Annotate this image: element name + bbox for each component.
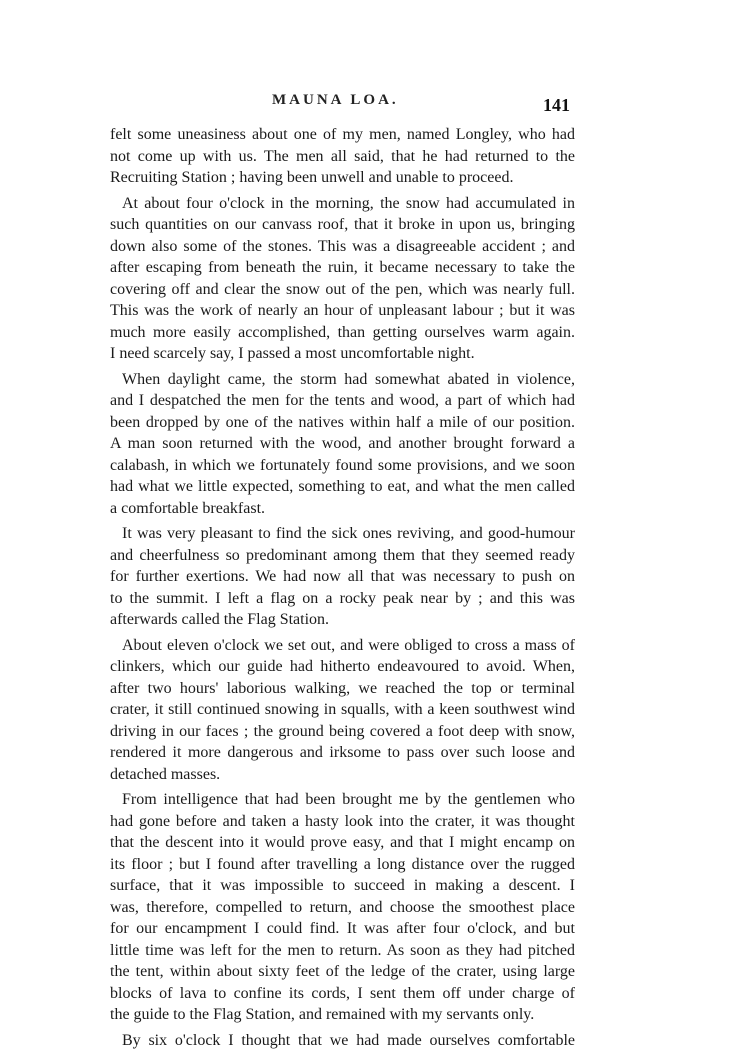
text-line: When daylight came, the storm had somewhat abated in violence, (110, 369, 575, 391)
text-line: to the summit. I left a flag on a rocky peak near by ; and this was (110, 588, 575, 610)
text-line: It was very pleasant to find the sick ones reviving, and good-humour (110, 523, 575, 545)
text-line: for our encampment I could find. It was after four o'clock, and but (110, 918, 575, 940)
text-line: had what we little expected, something to eat, and what the men called (110, 476, 575, 498)
text-line: little time was left for the men to return. As soon as they had pitched (110, 940, 575, 962)
text-line: been dropped by one of the natives within half a mile of our position. (110, 412, 575, 434)
text-line: At about four o'clock in the morning, the snow had accumulated in (110, 193, 575, 215)
text-line: blocks of lava to confine its cords, I sent them off under charge of (110, 983, 575, 1005)
running-head-title: MAUNA LOA. (272, 92, 399, 109)
text-line: A man soon returned with the wood, and another brought forward a (110, 433, 575, 455)
text-line: a comfortable breakfast. (110, 498, 575, 520)
text-line: down also some of the stones. This was a disagreeable accident ; and (110, 236, 575, 258)
text-line: much more easily accomplished, than getting ourselves warm again. (110, 322, 575, 344)
text-line: I need scarcely say, I passed a most uncomfortable night. (110, 343, 575, 365)
page-number: 141 (543, 95, 570, 116)
text-line: not come up with us. The men all said, that he had returned to the (110, 146, 575, 168)
paragraph (110, 1030, 575, 1051)
text-line: that the descent into it would prove easy, and that I might encamp on (110, 832, 575, 854)
text-line: for further exertions. We had now all that was necessary to push on (110, 566, 575, 588)
paragraph (110, 523, 575, 631)
text-line: Recruiting Station ; having been unwell and unable to proceed. (110, 167, 575, 189)
body-text (110, 124, 575, 1051)
text-line: detached masses. (110, 764, 575, 786)
paragraph (110, 635, 575, 786)
text-line: after escaping from beneath the ruin, it became necessary to take the (110, 257, 575, 279)
text-line: This was the work of nearly an hour of unpleasant labour ; but it was (110, 300, 575, 322)
text-line: covering off and clear the snow out of the pen, which was nearly full. (110, 279, 575, 301)
paragraph (110, 193, 575, 365)
paragraph (110, 369, 575, 520)
text-line: felt some uneasiness about one of my men, named Longley, who had (110, 124, 575, 146)
text-line: clinkers, which our guide had hitherto endeavoured to avoid. When, (110, 656, 575, 678)
paragraph (110, 789, 575, 1026)
text-line: About eleven o'clock we set out, and were obliged to cross a mass of (110, 635, 575, 657)
text-line: surface, that it was impossible to succeed in making a descent. I (110, 875, 575, 897)
text-line: From intelligence that had been brought me by the gentlemen who (110, 789, 575, 811)
text-line: By six o'clock I thought that we had made ourselves comfortable (110, 1030, 575, 1051)
text-line: after two hours' laborious walking, we reached the top or terminal (110, 678, 575, 700)
text-line: was, therefore, compelled to return, and choose the smoothest place (110, 897, 575, 919)
text-line: and cheerfulness so predominant among them that they seemed ready (110, 545, 575, 567)
text-line: rendered it more dangerous and irksome to pass over such loose and (110, 742, 575, 764)
text-line: such quantities on our canvass roof, that it broke in upon us, bringing (110, 214, 575, 236)
text-line: its floor ; but I found after travelling a long distance over the rugged (110, 854, 575, 876)
text-line: the tent, within about sixty feet of the ledge of the crater, using large (110, 961, 575, 983)
text-line: driving in our faces ; the ground being covered a foot deep with snow, (110, 721, 575, 743)
text-line: crater, it still continued snowing in squalls, with a keen southwest wind (110, 699, 575, 721)
paragraph (110, 124, 575, 189)
text-line: afterwards called the Flag Station. (110, 609, 575, 631)
text-line: calabash, in which we fortunately found some provisions, and we soon (110, 455, 575, 477)
text-line: and I despatched the men for the tents and wood, a part of which had (110, 390, 575, 412)
text-line: had gone before and taken a hasty look into the crater, it was thought (110, 811, 575, 833)
text-line: the guide to the Flag Station, and remained with my servants only. (110, 1004, 575, 1026)
